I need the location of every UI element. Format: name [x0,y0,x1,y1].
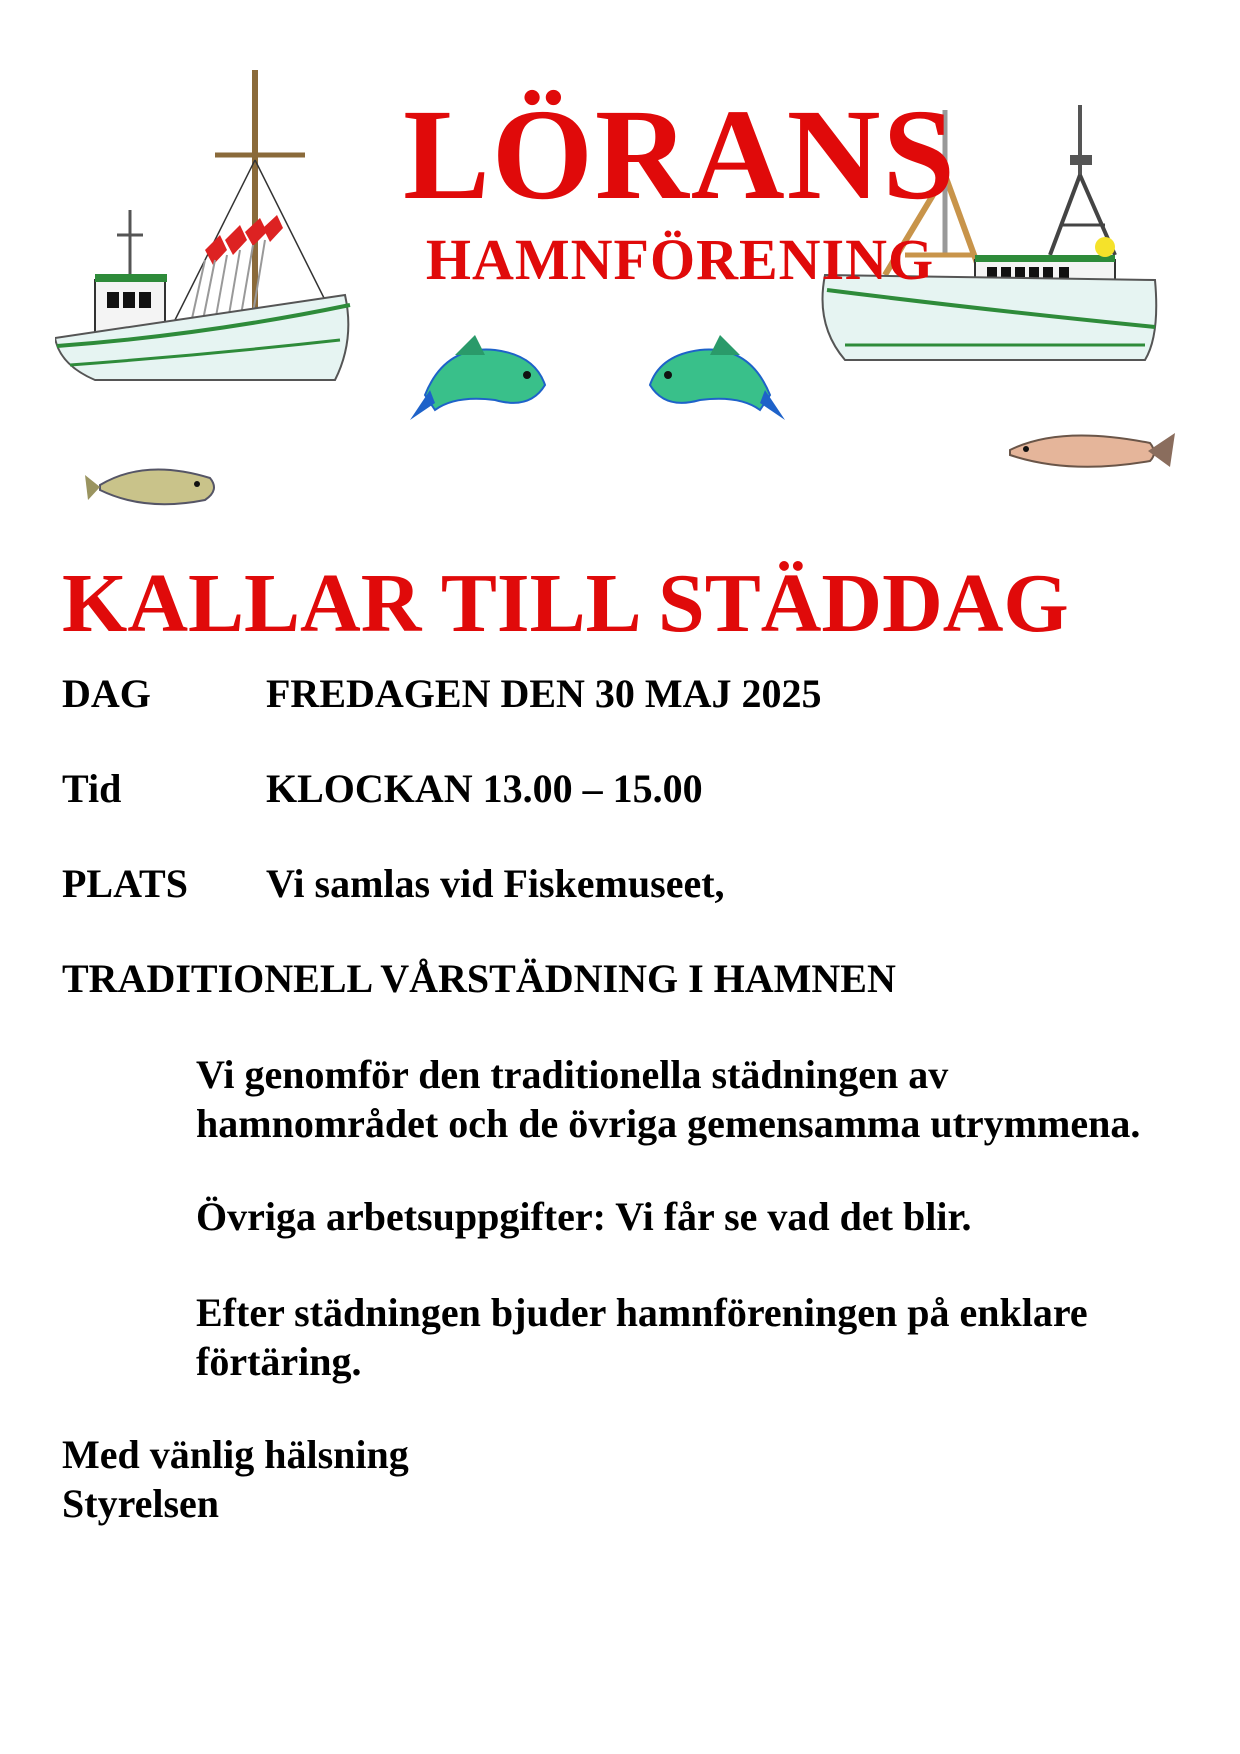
detail-row-time [62,765,703,812]
organization-subtitle: HAMNFÖRENING [425,227,935,292]
closing-greeting: Med vänlig hälsning [62,1432,409,1477]
jumping-fish-left-icon [405,325,555,425]
page-title: KALLAR TILL STÄDDAG [62,557,1069,650]
closing-signature: Styrelsen [62,1481,220,1526]
detail-row-place [62,860,725,907]
jumping-fish-right-icon [640,325,790,425]
trout-fish-icon [1000,415,1180,485]
organization-name: LÖRANS [403,83,957,227]
paragraph-tasks: Övriga arbetsuppgifter: Vi får se vad det blir. [196,1194,972,1239]
detail-value: KLOCKAN 13.00 – 15.00 [266,766,703,811]
detail-value: FREDAGEN DEN 30 MAJ 2025 [266,671,822,716]
detail-row-day [62,670,822,717]
detail-value: Vi samlas vid Fiskemuseet, [266,861,725,906]
detail-label: DAG [62,671,151,716]
cod-fish-icon [85,450,225,520]
detail-label: Tid [62,766,122,811]
section-title: TRADITIONELL VÅRSTÄDNING I HAMNEN [62,956,896,1001]
paragraph-refreshments: Efter städningen bjuder hamnföreningen på enklare förtäring. [196,1290,1088,1384]
paragraph-cleaning: Vi genomför den traditionella städningen av hamnområdet och de övriga gemensamma utrymmena. [196,1052,1141,1146]
detail-label: PLATS [62,861,188,906]
